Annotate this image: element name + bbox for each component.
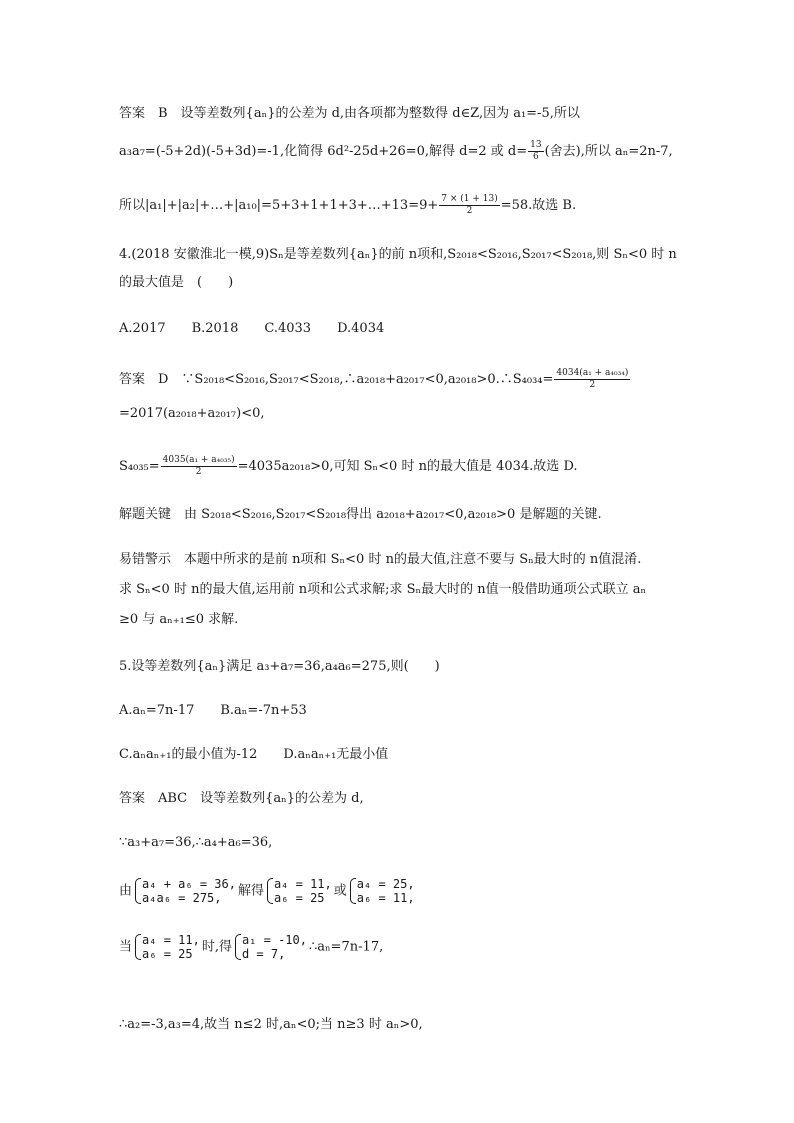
question-5: 5.设等差数列{aₙ}满足 a₃+a₇=36,a₄a₆=275,则( ) xyxy=(119,659,440,674)
system-row: a₆ = 11, xyxy=(356,891,415,905)
warning-line-2: 求 Sₙ<0 时 n的最大值,运用前 n项和公式求解;求 Sₙ最大时的 n值一般借助通项公式联立 aₙ xyxy=(119,582,647,597)
answer-4-line-1-text-a: 答案 D ∵S₂₀₁₈<S₂₀₁₆,S₂₀₁₇<S₂₀₁₈,∴a₂₀₁₈+a₂₀₁₇<0,a₂₀₁₈>0.∴S₄₀₃₄= xyxy=(119,372,554,387)
answer-3-line-1: 答案 B 设等差数列{aₙ}的公差为 d,由各项都为整数得 d∈Z,因为 a₁=-5,所以 xyxy=(119,106,580,121)
system-row: a₄ = 25, xyxy=(356,877,415,891)
system-row: a₄ + a₆ = 36, xyxy=(142,877,236,891)
fraction-denominator: 2 xyxy=(195,467,202,477)
answer-5-line-3 xyxy=(119,877,734,905)
answer-5-line-4 xyxy=(119,933,734,961)
answer-4-line-3-text-a: S₄₀₃₅= xyxy=(119,459,160,474)
fraction-denominator: 2 xyxy=(589,380,596,390)
answer-5-line-3-pre: 由 xyxy=(119,883,133,899)
system-row: a₄ = 11, xyxy=(142,933,200,947)
system-row: a₆ = 25 xyxy=(273,891,325,905)
answer-4-line-3 xyxy=(119,455,734,478)
fraction-numerator: 4034(a₁ + a₄₀₃₄) xyxy=(556,368,629,378)
answer-4-line-2: =2017(a₂₀₁₈+a₂₀₁₇)<0, xyxy=(119,406,265,421)
question-4-line-2: 的最大值是 ( ) xyxy=(119,275,234,290)
equation-system-1 xyxy=(134,877,236,905)
fraction-denominator: 2 xyxy=(466,206,473,216)
fraction-13-over-6 xyxy=(528,140,543,163)
answer-5-line-2: ∵a₃+a₇=36,∴a₄+a₆=36, xyxy=(119,835,273,850)
question-5-options-cd: C.aₙaₙ₊₁的最小值为-12 D.aₙaₙ₊₁无最小值 xyxy=(119,747,389,762)
answer-5-line-4-post: ∴aₙ=7n-17, xyxy=(308,939,384,955)
answer-5-line-4-mid: 时,得 xyxy=(201,939,232,955)
warning-line-1: 易错警示 本题中所求的是前 n项和 Sₙ<0 时 n的最大值,注意不要与 Sₙ最大时的 n值混淆. xyxy=(119,552,642,567)
system-row: a₄a₆ = 275, xyxy=(142,891,222,905)
fraction-s4034 xyxy=(554,368,630,391)
equation-system-2 xyxy=(266,877,332,905)
equation-system-5 xyxy=(234,933,307,961)
answer-3-line-3-text-a: 所以|a₁|+|a₂|+…+|a₁₀|=5+3+1+1+3+…+13=9+ xyxy=(119,198,439,213)
question-4-options: A.2017 B.2018 C.4033 D.4034 xyxy=(119,321,385,336)
fraction-sum xyxy=(439,194,499,217)
answer-4-line-3-text-b: =4035a₂₀₁₈>0,可知 Sₙ<0 时 n的最大值是 4034.故选 D. xyxy=(237,459,578,474)
answer-5-line-4-pre: 当 xyxy=(119,939,133,955)
answer-3-line-2-text-b: (舍去),所以 aₙ=2n-7, xyxy=(544,144,673,159)
answer-3-line-3 xyxy=(119,194,734,217)
question-4-line-1: 4.(2018 安徽淮北一模,9)Sₙ是等差数列{aₙ}的前 n项和,S₂₀₁₈<S₂₀₁₆,S₂₀₁₇<S₂₀₁₈,则 Sₙ<0 时 n xyxy=(119,247,677,262)
answer-5-line-3-or: 或 xyxy=(333,883,347,899)
fraction-numerator: 13 xyxy=(530,140,542,150)
key-point: 解题关键 由 S₂₀₁₈<S₂₀₁₆,S₂₀₁₇<S₂₀₁₈得出 a₂₀₁₈+a₂₀₁₇<0,a₂₀₁₈>0 是解题的关键. xyxy=(119,507,602,522)
system-row: d = 7, xyxy=(241,947,286,961)
answer-3-line-2-text-a: a₃a₇=(-5+2d)(-5+3d)=-1,化简得 6d²-25d+26=0,解得 d=2 或 d= xyxy=(119,144,528,159)
answer-5-line-3-mid: 解得 xyxy=(237,883,264,899)
fraction-numerator: 4035(a₁ + a₄₀₃₅) xyxy=(162,455,235,465)
system-row: a₆ = 25 xyxy=(142,947,193,961)
warning-line-3: ≥0 与 aₙ₊₁≤0 求解. xyxy=(119,612,239,627)
fraction-s4035 xyxy=(161,455,237,478)
equation-system-3 xyxy=(349,877,415,905)
fraction-numerator: 7 × (1 + 13) xyxy=(441,194,498,204)
fraction-denominator: 6 xyxy=(532,152,539,162)
question-5-options-ab: A.aₙ=7n-17 B.aₙ=-7n+53 xyxy=(119,703,307,718)
answer-5-line-5: ∴a₂=-3,a₃=4,故当 n≤2 时,aₙ<0;当 n≥3 时 aₙ>0, xyxy=(119,1017,423,1032)
answer-5-line-1: 答案 ABC 设等差数列{aₙ}的公差为 d, xyxy=(119,791,364,806)
system-row: a₄ = 11, xyxy=(273,877,332,891)
answer-4-line-1 xyxy=(119,368,734,391)
answer-3-line-2 xyxy=(119,140,734,163)
equation-system-4 xyxy=(134,933,200,961)
answer-3-line-3-text-b: =58.故选 B. xyxy=(500,198,577,213)
system-row: a₁ = -10, xyxy=(241,933,307,947)
